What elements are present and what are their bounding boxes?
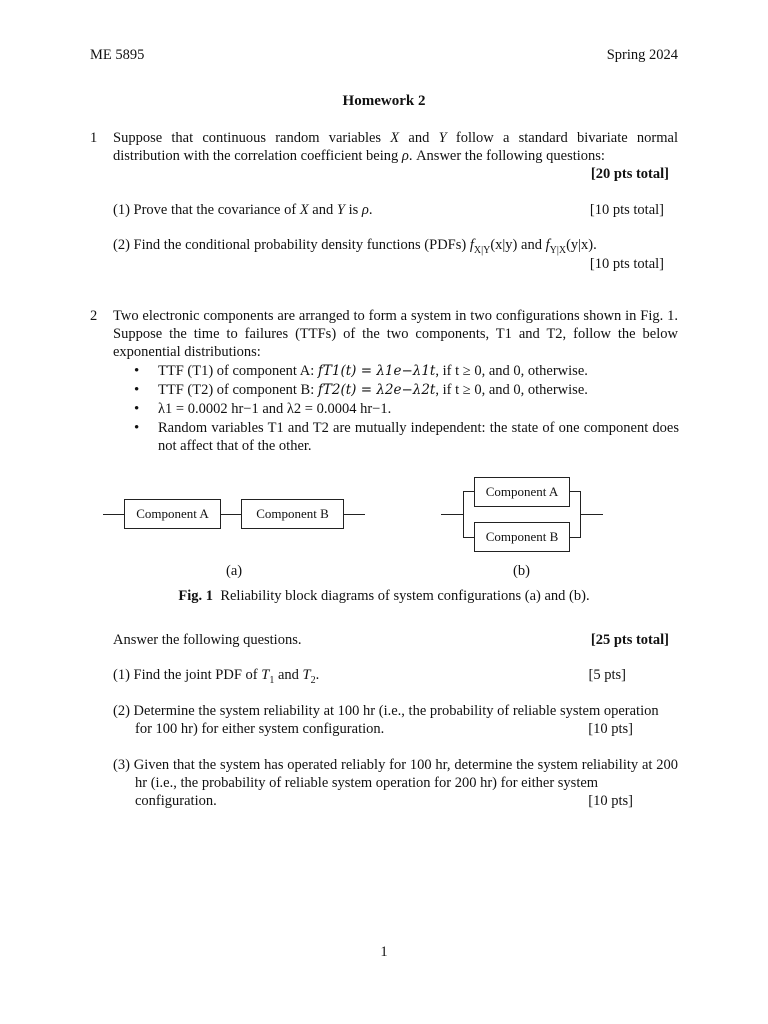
- wire: [103, 514, 125, 515]
- list-item: • Random variables T1 and T2 are mutually independent: the state of one component does not affect that of the other.: [134, 419, 679, 455]
- wire: [463, 491, 464, 538]
- wire: [580, 514, 603, 515]
- q2-part-2: (2) Determine the system reliability at 100 hr (i.e., the probability of reliable system operation for 100 hr) for either system configuration.: [113, 703, 659, 737]
- q1-part-1: (1) Prove that the covariance of X and Y is ρ.: [113, 202, 373, 218]
- wire: [463, 537, 474, 538]
- q1-part-1-points: [10 pts total]: [589, 202, 664, 218]
- q2-intro: Two electronic components are arranged to form a system in two configurations shown in Fig. 1. Suppose the time to failures (TTFs) of the two components, T1 and T2, follow the below exponential distributions:: [113, 308, 678, 360]
- term: Spring 2024: [606, 47, 678, 63]
- q2-part-3-points: [10 pts]: [588, 793, 633, 809]
- wire: [569, 537, 580, 538]
- q1-intro: Suppose that continuous random variables X and Y follow a standard bivariate normal distribution with the correlation coefficient being ρ. Answer the following questions:: [113, 130, 678, 164]
- series-component-a: Component A: [124, 499, 221, 529]
- q2-total-points: [25 pts total]: [590, 632, 669, 648]
- q2-part-1-points: [5 pts]: [588, 667, 626, 683]
- q2-bullet-list: [134, 362, 679, 456]
- parallel-component-b: Component B: [474, 522, 570, 552]
- q1-total-points: [20 pts total]: [590, 166, 669, 182]
- course-code: ME 5895: [90, 47, 145, 63]
- q2-part-1: (1) Find the joint PDF of $T_1$ and $T_2$.: [113, 667, 320, 686]
- diagram-label-b: (b): [513, 563, 530, 579]
- wire: [343, 514, 365, 515]
- list-item: • TTF (T1) of component A: fT1(t) = λ1e−λ1t, if t ≥ 0, and 0, otherwise.: [134, 362, 679, 380]
- wire: [463, 491, 474, 492]
- q2-part-3: (3) Given that the system has operated reliably for 100 hr, determine the system reliability at 200 hr (i.e., the probability of reliable system operation for 200 hr) for either system configuration.: [113, 757, 678, 809]
- q2-answer-prompt: Answer the following questions.: [113, 632, 302, 648]
- figure-caption: Fig. 1 Reliability block diagrams of system configurations (a) and (b).: [178, 588, 590, 604]
- page-number: 1: [380, 944, 388, 960]
- wire: [569, 491, 580, 492]
- page-title: Homework 2: [342, 93, 426, 109]
- q1-part-2: (2) Find the conditional probability density functions (PDFs) $f_{X|Y}(x|y)$ and $f_{Y|X}(y|x)$.: [113, 237, 597, 256]
- series-component-b: Component B: [241, 499, 344, 529]
- question-number-2: 2: [90, 308, 98, 324]
- wire: [220, 514, 242, 515]
- q1-part-2-points: [10 pts total]: [589, 256, 664, 272]
- question-number-1: 1: [90, 130, 98, 146]
- q2-part-2-points: [10 pts]: [588, 721, 633, 737]
- wire: [441, 514, 463, 515]
- parallel-component-a: Component A: [474, 477, 570, 507]
- list-item: • TTF (T2) of component B: fT2(t) = λ2e−λ2t, if t ≥ 0, and 0, otherwise.: [134, 381, 679, 399]
- list-item: • λ1 = 0.0002 hr−1 and λ2 = 0.0004 hr−1.: [134, 400, 679, 418]
- diagram-label-a: (a): [226, 563, 243, 579]
